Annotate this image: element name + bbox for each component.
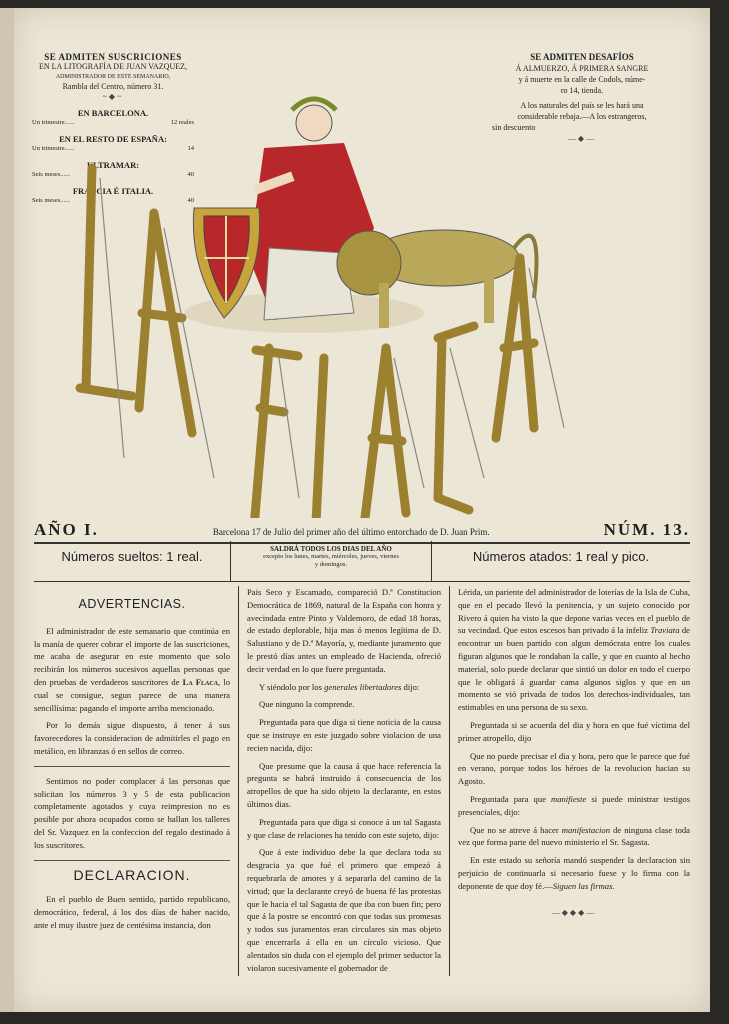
paragraph (458, 793, 690, 819)
challenges-line: y á muerte en la calle de Codols, núme- (518, 75, 646, 84)
price-label: Seis meses...... (32, 171, 71, 178)
challenges-line: sin descuento (492, 123, 536, 132)
paragraph: Pais Seco y Escamado, compareció D.ª Constitucion Democrática de 1869, natural de la España con honra y avecindada entre Pinto y Valdemoro, de edad 18 horas, de estado deplorable, hija mas ó menos legítima de D. Salustiano y de D.ª Mayoría, y, mediante juramento que le prestó días antes un empleado de Hacienda, ofreció decir verdad en lo que fuere preguntada. (247, 587, 441, 674)
paragraph: Preguntada para que diga si tiene noticia de la causa que se instruye en este juzgado sobre violacion de una recien nacida, dijo: (247, 717, 441, 753)
text: , lo cual se consigue, segun parece de una manera sencillísima: pagando el importe arriba mencionado. (34, 676, 231, 713)
text: Lérida, un pariente del administrador de loterías de la Isla de Cuba, que en el pecado llevó la penitencia, y un sujeto conocido por Rivero á quien ha visto la que depone varias veces en el pueblo de su vecindad. Que estos escesos han privado á la infeliz (458, 587, 690, 636)
issue-year: AÑO I. (34, 520, 99, 539)
paragraph: Que presume que la causa á que hace referencia la pregunta se habrá instruido á consecuencia de los atropellos de que ha sido objeto la declarante, en estos últimos dias. (247, 760, 441, 809)
column-2 (239, 586, 450, 976)
text: dijo: (403, 681, 420, 692)
paragraph (247, 681, 441, 694)
price-label: Un trimestre...... (32, 119, 75, 126)
price-value: 40 (187, 197, 194, 204)
issue-dateline: Barcelona 17 de Julio del primer año del último entorchado de D. Juan Prim. (212, 527, 490, 537)
paragraph: En el pueblo de Buen sentido, partido republicano, democrático, federal, á los dos días de haber nacido, ante el muy ilustre juez de centésima instancia, don (34, 894, 230, 930)
emphasis: generales libertadores (324, 681, 402, 692)
advertencias-heading: ADVERTENCIAS. (78, 597, 186, 611)
text: El administrador de este semanario que continúa en la manía de querer cobrar el importe de las suscriciones, me acaba de asegurar en este momento que solo recibirán los números sucesivos aquellas personas que den pruebas de verdaderos suscritores de (34, 625, 230, 687)
paragraph: Que no puede precisar el dia y hora, pero que le parece que fué en verano, porque todos los héroes de la revolucion hacian su Agosto. (458, 750, 690, 787)
column-1 (34, 586, 239, 976)
paragraph: Por lo demás sigue dispuesto, á tener á sus favorecedores la consideracion de admitirles el pago en metálico, en libranzas ó en sellos de correo. (34, 720, 230, 756)
schedule-line: y domingos. (314, 561, 348, 568)
subscriptions-line: EN LA LITOGRAFÍA DE JUAN VAZQUEZ, (39, 62, 187, 71)
region-title: ULTRAMAR: (86, 160, 140, 170)
emphasis: Siguen las firmas. (552, 880, 615, 891)
paragraph: Que ninguno la comprende. (259, 699, 355, 710)
subscriptions-line: ADMINISTRADOR DE ESTE SEMANARIO, (55, 74, 171, 80)
challenges-line: Á ALMUERZO, Á PRIMERA SANGRE (515, 64, 649, 73)
column-3 (450, 586, 690, 976)
paragraph: Que á este individuo debe la que declara toda su desgracia ya que fué el primero que empezó á requebrarla de amores y á separarla del camino de la virtud; que la declarante creyó de buena fé las protestas que le hacia el tal Sagasta de que iba con buen fin; pero que á la postre se encontró con que todas sus promesas y todos sus juramentos eran circulares sin mas objeto que encerrarla á ella en un círculo vicioso. Que alentados sin duda con el ejemplo del primer seductor la violaron sucesivamente el gobernador de (247, 847, 441, 973)
subscriptions-title: SE ADMITEN SUSCRICIONES (44, 52, 182, 62)
divider (34, 766, 230, 767)
emphasis: manifestacion (561, 824, 611, 835)
text: si puede ministrar testigos presenciales, dijo: (458, 793, 690, 817)
book-spine (0, 8, 14, 1012)
text: Que no se atreve á hacer (470, 824, 559, 835)
masthead-svg (14, 58, 710, 518)
text: En este estado su señoría mandó suspender la declaracion sin perjuicio de continuarla si necesario fuese y lo firma con la deponente de que doy fé.— (458, 855, 690, 891)
text: de ninguna clase toda vez que forma parte del nuevo ministerio el Sr. Sagasta. (458, 824, 690, 848)
price-value: 12 reales (170, 119, 194, 126)
ornament-icon: —◆— (567, 134, 597, 143)
price-value: 40 (187, 171, 194, 178)
region-title: FRANCIA É ITALIA. (72, 186, 154, 196)
ornament-icon: —◆◆◆— (551, 907, 597, 917)
masthead-illustration (14, 58, 710, 518)
emphasis: Traviata (650, 625, 680, 636)
schedule-line: excepto los lunes, martes, miércoles, jueves, viernes (263, 553, 399, 560)
paragraph (458, 854, 690, 892)
region-title: EN EL RESTO DE ESPAÑA: (59, 134, 167, 144)
text: Preguntada para que (470, 793, 546, 804)
paragraph (458, 824, 690, 850)
text: de encontrar un buen partido con algun demócrata entre los cuales figuran algunos que le rondaban la calle, y que en cuanto al hecho material, solo puede declarar que sintió un dolor en todo el cuerpo que le obligará á guardar cama algunos siglos y que en un momento se vió privada de todos los derechos-individuales, tan estimables en una persona de su sexo. (458, 625, 690, 713)
divider (34, 860, 230, 861)
publication-schedule (231, 541, 432, 581)
challenges-line: A los naturales del país se les hará una (520, 101, 644, 110)
paragraph: Preguntada si se acuerda del dia y hora en que fué víctima del primer atropello, dijo (458, 719, 690, 743)
schedule-title: SALDRÁ TODOS LOS DIAS DEL AÑO (270, 545, 392, 553)
challenges-title: SE ADMITEN DESAFÍOS (530, 52, 634, 62)
declaracion-heading: DECLARACION. (73, 866, 191, 883)
ornament-icon: ~◆~ (102, 92, 124, 101)
newspaper-page (14, 8, 710, 1012)
price-value: 14 (187, 145, 194, 152)
paragraph: Sentimos no poder complacer á las personas que solicitan los números 3 y 5 de esta publicacion completamente agotados y cuya reimpresion no es posible por ahora ocupados como se hallan los talleres del Sr. Vazquez en la confeccion del regalo destinado á los suscritores. (34, 775, 230, 850)
paragraph (34, 625, 230, 715)
brand-name: La Flaca (182, 676, 219, 687)
single-price: Números sueltos: 1 real. (34, 541, 231, 581)
text: Y siéndolo por los (259, 681, 322, 692)
region-title: EN BARCELONA. (77, 108, 149, 118)
challenges-line: considerable rebaja.—A los estrangeros, (517, 112, 647, 121)
subscriptions-address: Rambla del Centro, número 31. (62, 82, 164, 91)
emphasis: manifieste (550, 793, 587, 804)
paragraph: Preguntada para que diga si conoce á un tal Sagasta y que clase de relaciones ha tenido con este sujeto, dijo: (247, 816, 441, 840)
price-label: Seis meses...... (32, 197, 71, 204)
paragraph (458, 586, 690, 714)
challenges-line: ro 14, tienda. (560, 86, 604, 95)
article-columns (34, 586, 690, 976)
prices-bar (34, 541, 690, 582)
issue-number: NÚM. 13. (603, 520, 690, 539)
back-issue-price: Números atados: 1 real y pico. (472, 549, 650, 564)
price-label: Un trimestre...... (32, 145, 75, 152)
